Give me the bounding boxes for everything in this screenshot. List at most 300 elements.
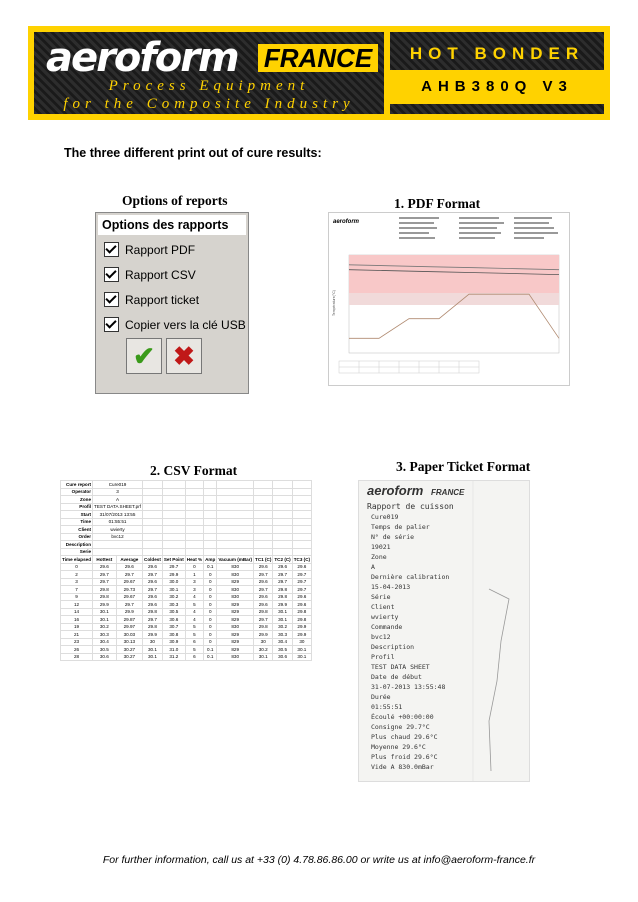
ticket-line: Rapport de cuisson bbox=[367, 502, 454, 511]
csv-cell bbox=[162, 503, 185, 511]
csv-caption: 2. CSV Format bbox=[150, 463, 238, 478]
csv-cell bbox=[292, 481, 311, 489]
csv-cell bbox=[254, 526, 273, 534]
ticket-line: Zone bbox=[371, 553, 387, 561]
csv-cell: 829 bbox=[217, 608, 254, 616]
csv-meta-value: TEST DATA SHEET.prf bbox=[94, 504, 141, 510]
csv-cell bbox=[292, 548, 311, 556]
csv-cell: 829 bbox=[217, 638, 254, 646]
csv-cell: 29.8 bbox=[143, 608, 163, 616]
page-heading: The three different print out of cure results: bbox=[64, 146, 322, 160]
csv-cell: 30.3 bbox=[162, 601, 185, 609]
csv-cell: 29.8 bbox=[273, 586, 292, 594]
csv-cell bbox=[162, 518, 185, 526]
csv-cell bbox=[217, 533, 254, 541]
csv-header-row bbox=[61, 556, 312, 564]
csv-cell: Set Point bbox=[163, 556, 184, 562]
ticket-line: A bbox=[371, 563, 375, 571]
csv-cell: 30.5 bbox=[162, 608, 185, 616]
csv-cell: 29.7 bbox=[116, 601, 142, 609]
csv-cell bbox=[254, 503, 273, 511]
csv-cell: 29.9 bbox=[273, 601, 292, 609]
csv-cell bbox=[204, 548, 217, 556]
csv-cell: 29.6 bbox=[254, 578, 273, 586]
csv-cell: 29.7 bbox=[143, 586, 163, 594]
csv-meta-row bbox=[61, 503, 312, 511]
csv-cell: 30.27 bbox=[116, 653, 142, 661]
csv-cell: 0 bbox=[61, 563, 93, 571]
csv-cell: 29.8 bbox=[254, 608, 273, 616]
product-name: HOT BONDER bbox=[409, 44, 585, 63]
csv-cell bbox=[273, 526, 292, 534]
csv-cell: 14 bbox=[61, 608, 93, 616]
csv-cell: 30.1 bbox=[292, 646, 311, 654]
csv-cell: 30.03 bbox=[116, 631, 142, 639]
ticket-line: 31-07-2013 13:55:48 bbox=[371, 683, 446, 691]
csv-cell: Vacuum (mBar) bbox=[218, 556, 253, 562]
checkbox-icon[interactable] bbox=[104, 242, 119, 257]
tagline-line1: Process Equipment bbox=[108, 78, 310, 94]
csv-cell: 29.67 bbox=[116, 593, 142, 601]
csv-cell bbox=[254, 518, 273, 526]
csv-cell bbox=[185, 526, 203, 534]
option-label: Rapport CSV bbox=[125, 267, 196, 282]
csv-cell bbox=[204, 526, 217, 534]
csv-meta-value: wvierty bbox=[93, 526, 143, 534]
csv-cell bbox=[217, 481, 254, 489]
csv-cell: 30.7 bbox=[162, 623, 185, 631]
csv-cell bbox=[217, 496, 254, 504]
csv-cell: 829 bbox=[217, 616, 254, 624]
csv-cell: 829 bbox=[217, 646, 254, 654]
csv-cell: 29.7 bbox=[254, 571, 273, 579]
mid-band bbox=[349, 293, 559, 305]
csv-cell: 29.9 bbox=[93, 601, 117, 609]
csv-data-row bbox=[61, 563, 312, 571]
csv-meta-value bbox=[93, 541, 143, 549]
csv-cell: 30.6 bbox=[162, 616, 185, 624]
csv-cell: 16 bbox=[61, 616, 93, 624]
csv-cell: 4 bbox=[185, 593, 203, 601]
csv-cell: 29.8 bbox=[93, 593, 117, 601]
ticket-country: FRANCE bbox=[431, 488, 465, 497]
csv-cell: 29.8 bbox=[273, 593, 292, 601]
csv-cell: 829 bbox=[217, 601, 254, 609]
csv-cell: Amp bbox=[205, 556, 216, 562]
csv-cell bbox=[273, 503, 292, 511]
csv-meta-row bbox=[61, 488, 312, 496]
csv-cell bbox=[254, 511, 273, 519]
csv-cell: 31.0 bbox=[162, 646, 185, 654]
brand-logo: aeroform bbox=[46, 35, 238, 81]
csv-cell: 29.6 bbox=[143, 601, 163, 609]
csv-cell: 30 bbox=[254, 638, 273, 646]
csv-cell: 30.9 bbox=[162, 638, 185, 646]
ticket-line: 01:55:51 bbox=[371, 703, 403, 711]
csv-cell bbox=[162, 526, 185, 534]
csv-cell: 29.7 bbox=[292, 586, 311, 594]
csv-cell: 0 bbox=[185, 563, 203, 571]
csv-cell bbox=[162, 511, 185, 519]
csv-cell bbox=[162, 541, 185, 549]
csv-cell: 26 bbox=[61, 646, 93, 654]
csv-meta-row bbox=[61, 526, 312, 534]
csv-cell: 21 bbox=[61, 631, 93, 639]
csv-cell: 30.2 bbox=[273, 623, 292, 631]
csv-cell: 0 bbox=[204, 586, 217, 594]
csv-cell: 29.9 bbox=[292, 631, 311, 639]
csv-cell: 29.6 bbox=[143, 578, 163, 586]
csv-cell: 5 bbox=[185, 631, 203, 639]
csv-cell: 29.73 bbox=[116, 586, 142, 594]
options-caption: Options of reports bbox=[122, 193, 228, 208]
csv-cell bbox=[143, 526, 163, 534]
csv-data-row bbox=[61, 601, 312, 609]
csv-cell bbox=[143, 488, 163, 496]
csv-cell bbox=[185, 503, 203, 511]
csv-cell: 29.7 bbox=[143, 616, 163, 624]
csv-cell bbox=[273, 496, 292, 504]
csv-cell: 830 bbox=[217, 623, 254, 631]
option-label: Copier vers la clé USB bbox=[125, 317, 246, 332]
csv-cell: 29.6 bbox=[143, 563, 163, 571]
option-csv[interactable] bbox=[104, 262, 248, 287]
csv-meta-key: Cure report bbox=[61, 481, 93, 489]
csv-cell: 30.1 bbox=[273, 616, 292, 624]
csv-meta-value: A bbox=[93, 496, 143, 504]
csv-cell bbox=[254, 541, 273, 549]
csv-meta-value: 01:55:51 bbox=[93, 518, 143, 526]
csv-cell: 29.7 bbox=[93, 571, 117, 579]
model-box bbox=[390, 70, 604, 104]
ticket-image bbox=[359, 481, 529, 781]
csv-cell bbox=[162, 533, 185, 541]
csv-cell: 31.2 bbox=[162, 653, 185, 661]
checkbox-icon[interactable] bbox=[104, 292, 119, 307]
csv-cell bbox=[254, 496, 273, 504]
csv-cell: 30.27 bbox=[116, 646, 142, 654]
csv-meta-key: Profil bbox=[61, 503, 93, 511]
ticket-line: wvierty bbox=[371, 613, 399, 621]
csv-cell: Coldest bbox=[144, 556, 161, 562]
csv-cell bbox=[204, 503, 217, 511]
csv-cell bbox=[143, 518, 163, 526]
csv-cell: 4 bbox=[185, 608, 203, 616]
csv-data-row bbox=[61, 586, 312, 594]
csv-cell: 30.4 bbox=[273, 638, 292, 646]
csv-cell: Average bbox=[116, 556, 142, 564]
csv-cell bbox=[204, 533, 217, 541]
csv-cell bbox=[292, 518, 311, 526]
csv-cell bbox=[143, 481, 163, 489]
csv-cell: 30.2 bbox=[93, 623, 117, 631]
csv-cell: 5 bbox=[185, 623, 203, 631]
csv-cell: 29.8 bbox=[143, 623, 163, 631]
option-label: Rapport ticket bbox=[125, 292, 200, 307]
csv-cell bbox=[204, 488, 217, 496]
csv-cell: 0.1 bbox=[204, 563, 217, 571]
csv-cell: 830 bbox=[217, 653, 254, 661]
csv-data-row bbox=[61, 638, 312, 646]
csv-report bbox=[60, 480, 311, 660]
ticket-brand: aeroform bbox=[367, 483, 424, 498]
csv-cell: 29.9 bbox=[162, 571, 185, 579]
csv-cell bbox=[185, 541, 203, 549]
csv-cell: 29.8 bbox=[254, 623, 273, 631]
csv-cell: 29.6 bbox=[292, 593, 311, 601]
csv-cell: 29.7 bbox=[292, 578, 311, 586]
csv-meta-key: Time bbox=[61, 518, 93, 526]
csv-cell bbox=[162, 548, 185, 556]
csv-cell: 829 bbox=[217, 578, 254, 586]
csv-cell bbox=[217, 503, 254, 511]
csv-cell bbox=[143, 503, 163, 511]
csv-cell: 0 bbox=[204, 593, 217, 601]
csv-meta-row bbox=[61, 541, 312, 549]
csv-cell: 830 bbox=[217, 586, 254, 594]
csv-cell bbox=[185, 481, 203, 489]
csv-cell bbox=[292, 511, 311, 519]
csv-cell bbox=[217, 488, 254, 496]
csv-cell bbox=[143, 548, 163, 556]
csv-cell: 30 bbox=[292, 638, 311, 646]
csv-cell: 30.1 bbox=[93, 608, 117, 616]
csv-meta-row bbox=[61, 548, 312, 556]
ticket-line: Profil bbox=[371, 653, 395, 661]
csv-cell: 29.9 bbox=[292, 623, 311, 631]
csv-data-row bbox=[61, 593, 312, 601]
csv-cell bbox=[204, 481, 217, 489]
ticket-line: Plus froid 29.6°C bbox=[371, 753, 438, 761]
pdf-info-lines bbox=[399, 217, 558, 239]
ticket-line: Plus chaud 29.6°C bbox=[371, 733, 438, 741]
ticket-caption: 3. Paper Ticket Format bbox=[396, 459, 531, 474]
csv-cell: 0.1 bbox=[204, 653, 217, 661]
csv-meta-key: Start bbox=[61, 511, 93, 519]
csv-meta-value bbox=[93, 548, 143, 556]
csv-cell: 30.2 bbox=[254, 646, 273, 654]
csv-meta-value: bvc12 bbox=[93, 533, 143, 541]
csv-cell bbox=[292, 541, 311, 549]
csv-cell: 0 bbox=[204, 623, 217, 631]
csv-cell: 3 bbox=[185, 586, 203, 594]
check-icon: ✔ bbox=[133, 340, 155, 371]
csv-cell bbox=[254, 548, 273, 556]
csv-cell bbox=[292, 496, 311, 504]
ticket-line: Moyenne 29.6°C bbox=[371, 743, 426, 751]
csv-data-row bbox=[61, 646, 312, 654]
csv-cell bbox=[204, 496, 217, 504]
csv-cell bbox=[204, 541, 217, 549]
csv-cell: 29.7 bbox=[273, 571, 292, 579]
csv-cell: Time elapsed bbox=[62, 556, 92, 562]
csv-cell: 19 bbox=[61, 623, 93, 631]
csv-table bbox=[60, 480, 312, 661]
csv-cell: 1 bbox=[185, 571, 203, 579]
csv-cell bbox=[185, 488, 203, 496]
pdf-table bbox=[339, 361, 479, 373]
cancel-button[interactable] bbox=[166, 338, 202, 374]
csv-cell: 30.5 bbox=[273, 646, 292, 654]
csv-cell: 29.6 bbox=[254, 593, 273, 601]
csv-cell: 30.1 bbox=[292, 653, 311, 661]
csv-cell bbox=[254, 481, 273, 489]
csv-cell: 7 bbox=[61, 586, 93, 594]
csv-cell: Hottest bbox=[93, 556, 117, 564]
footer-contact: For further information, call us at +33 (0) 4.78.86.86.00 or write us at info@aeroform-france.fr bbox=[102, 854, 536, 866]
csv-cell: 30.1 bbox=[93, 616, 117, 624]
pdf-brand: aeroform bbox=[333, 219, 360, 225]
csv-cell bbox=[254, 533, 273, 541]
pdf-chart bbox=[329, 213, 569, 385]
csv-cell bbox=[273, 481, 292, 489]
csv-cell: 30.3 bbox=[273, 631, 292, 639]
dialog-title: Options des rapports bbox=[98, 215, 246, 235]
csv-cell: 29.6 bbox=[116, 563, 142, 571]
csv-cell: 0 bbox=[204, 571, 217, 579]
csv-cell: 30.1 bbox=[143, 646, 163, 654]
ticket-line: Cure019 bbox=[371, 513, 399, 521]
csv-cell: 29.6 bbox=[254, 563, 273, 571]
ticket-line: 15-04-2013 bbox=[371, 583, 411, 591]
csv-cell: 29.9 bbox=[116, 608, 142, 616]
csv-cell bbox=[273, 541, 292, 549]
csv-cell bbox=[162, 496, 185, 504]
csv-cell: 4 bbox=[185, 616, 203, 624]
csv-cell: 30.13 bbox=[116, 638, 142, 646]
csv-cell: 30.0 bbox=[162, 578, 185, 586]
csv-cell: 29.8 bbox=[292, 608, 311, 616]
csv-cell: 830 bbox=[217, 563, 254, 571]
csv-cell: Heat % bbox=[186, 556, 203, 562]
csv-cell: TC2 (C) bbox=[274, 556, 291, 562]
csv-cell bbox=[217, 541, 254, 549]
csv-cell: 12 bbox=[61, 601, 93, 609]
csv-cell: 29.7 bbox=[254, 616, 273, 624]
pdf-caption: 1. PDF Format bbox=[394, 196, 481, 211]
csv-cell bbox=[292, 526, 311, 534]
csv-cell: 5 bbox=[185, 646, 203, 654]
csv-cell: 29.7 bbox=[162, 563, 185, 571]
pdf-y-label: Température(°C) bbox=[332, 290, 336, 316]
confirm-button[interactable] bbox=[126, 338, 162, 374]
option-ticket[interactable] bbox=[104, 287, 248, 312]
csv-cell: 23 bbox=[61, 638, 93, 646]
csv-cell: 28 bbox=[61, 653, 93, 661]
csv-cell: 29.6 bbox=[292, 563, 311, 571]
ticket-line: bvc12 bbox=[371, 633, 391, 641]
csv-cell: 829 bbox=[217, 631, 254, 639]
csv-cell bbox=[217, 548, 254, 556]
csv-cell: 30.6 bbox=[93, 653, 117, 661]
csv-cell bbox=[143, 511, 163, 519]
ticket-line: Série bbox=[371, 593, 391, 601]
csv-cell: 0 bbox=[204, 616, 217, 624]
checkbox-icon[interactable] bbox=[104, 267, 119, 282]
csv-meta-value: 31/07/2013 13:55 bbox=[93, 511, 143, 519]
csv-cell: 0 bbox=[204, 631, 217, 639]
csv-cell: 3 bbox=[185, 578, 203, 586]
csv-cell: TC1 (C) bbox=[255, 556, 272, 562]
csv-cell: 0 bbox=[204, 578, 217, 586]
csv-cell: 29.6 bbox=[93, 563, 117, 571]
csv-cell: 30.1 bbox=[143, 653, 163, 661]
csv-cell: 29.7 bbox=[116, 571, 142, 579]
pdf-report-preview bbox=[328, 212, 570, 386]
ticket-line: N° de série bbox=[371, 533, 415, 541]
csv-cell bbox=[273, 533, 292, 541]
csv-cell: 830 bbox=[217, 593, 254, 601]
csv-cell: 2 bbox=[61, 571, 93, 579]
csv-cell: 30.1 bbox=[273, 608, 292, 616]
csv-cell bbox=[273, 518, 292, 526]
ticket-line: Temps de palier bbox=[371, 523, 430, 531]
csv-cell bbox=[143, 541, 163, 549]
csv-meta-key: Description bbox=[61, 541, 93, 549]
ticket-line: 19021 bbox=[371, 543, 391, 551]
csv-cell: 29.8 bbox=[292, 616, 311, 624]
ticket-line: Description bbox=[371, 643, 415, 651]
csv-cell bbox=[217, 526, 254, 534]
csv-meta-row bbox=[61, 481, 312, 489]
csv-cell: TC3 (C) bbox=[293, 556, 311, 562]
csv-cell bbox=[292, 533, 311, 541]
csv-cell: 0 bbox=[204, 608, 217, 616]
brand-country: FRANCE bbox=[258, 44, 378, 72]
csv-cell: 6 bbox=[185, 653, 203, 661]
csv-cell: 30 bbox=[143, 638, 163, 646]
option-pdf[interactable] bbox=[104, 237, 248, 262]
csv-meta-key: Order bbox=[61, 533, 93, 541]
csv-cell: 29.97 bbox=[116, 623, 142, 631]
csv-meta-value: Cure019 bbox=[93, 481, 143, 489]
csv-cell: 30.4 bbox=[93, 638, 117, 646]
csv-cell: 830 bbox=[217, 571, 254, 579]
csv-cell: 0 bbox=[204, 638, 217, 646]
csv-cell: 30.1 bbox=[162, 586, 185, 594]
csv-meta-key: Operator bbox=[61, 488, 93, 496]
csv-cell bbox=[143, 533, 163, 541]
ticket-line: Vide A 830.0mBar bbox=[371, 763, 434, 771]
option-usb[interactable] bbox=[104, 312, 248, 337]
csv-cell: 30.6 bbox=[273, 653, 292, 661]
csv-cell: 29.6 bbox=[292, 601, 311, 609]
close-icon: ✖ bbox=[173, 340, 195, 371]
csv-cell bbox=[143, 496, 163, 504]
options-dialog bbox=[95, 212, 249, 394]
paper-ticket bbox=[358, 480, 530, 782]
csv-data-row bbox=[61, 571, 312, 579]
csv-meta-key: Zone bbox=[61, 496, 93, 504]
csv-cell: 3 bbox=[61, 578, 93, 586]
model-label: AHB380Q V3 bbox=[421, 78, 573, 95]
csv-cell bbox=[217, 518, 254, 526]
csv-cell bbox=[185, 511, 203, 519]
csv-meta-row bbox=[61, 518, 312, 526]
csv-cell bbox=[185, 518, 203, 526]
csv-cell: 29.6 bbox=[143, 593, 163, 601]
csv-cell bbox=[185, 548, 203, 556]
csv-data-row bbox=[61, 578, 312, 586]
csv-meta-key: Client bbox=[61, 526, 93, 534]
csv-cell bbox=[292, 488, 311, 496]
csv-cell: 30.5 bbox=[93, 646, 117, 654]
csv-cell: 29.7 bbox=[292, 571, 311, 579]
ticket-line: Écoulé +00:00:00 bbox=[371, 713, 434, 721]
checkbox-icon[interactable] bbox=[104, 317, 119, 332]
csv-meta-row bbox=[61, 533, 312, 541]
csv-cell bbox=[204, 518, 217, 526]
